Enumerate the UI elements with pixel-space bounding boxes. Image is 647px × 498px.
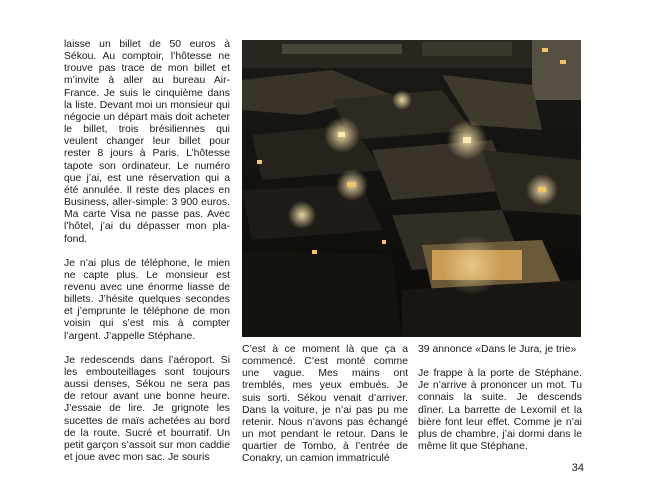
page-number: 34 xyxy=(571,462,584,474)
paragraph: 39 annonce «Dans le Jura, je trie» xyxy=(418,344,577,355)
night-city-photo xyxy=(242,40,581,337)
paragraph: laisse un billet de 50 euros à Sékou. Au comptoir, l’hôtesse ne trouve pas trace de mon billet et m’invite à aller au bureau Air-France. Je suis le cinquième dans la liste. Devant moi un monsieur qui négocie un départ mais doit acheter le billet, trois brésiliennes qui veulent changer leur billet pour rester 8 jours à Paris. L’hôtesse tapote son ordinateur. Le numéro que j’ai, est une réservation qui a été annulée. Il reste des places en Business, aller-simple: 3 900 euros. Ma carte Visa ne passe pas. Avec l’hôtel, j’ai du dépasser mon plafond. xyxy=(64,39,230,245)
right-text-column xyxy=(418,344,582,453)
paragraph: Je n’ai plus de téléphone, le mien ne capte plus. Le monsieur est revenu avec une énorme liasse de billets. J’hésite quelques secondes et j’emprunte le téléphone de mon voisin qui s’est mis à compter l’argent. J’appelle Stéphane. xyxy=(64,257,230,342)
middle-text-column xyxy=(242,344,408,466)
left-text-column xyxy=(64,39,230,464)
paragraph: Je frappe à la porte de Stéphane. Je n’arrive à prononcer un mot. Tu connais la suite. Je descends dîner. La barrette de Lexomil et la bière font leur effet. Comme je n’ai plus de chambre, j’ai dormi dans le même lit que Stéphane. xyxy=(418,368,582,453)
photo-illustration xyxy=(242,40,581,337)
paragraph: Je redescends dans l’aéroport. Si les embouteillages sont toujours aussi denses, Sékou ne sera pas de retour avant une bonne heure. J’essaie de lire. Je grignote les sucettes de maïs achetées au bord de la route. Sucré et bourratif. Un petit garçon s’assoit sur mon caddie et joue avec mon sac. Je souris xyxy=(64,354,230,463)
paragraph: C’est à ce moment là que ça a commencé. C’est monté comme une vague. Mes mains ont tremblés, mes yeux embués. Je suis sorti. Sékou venait d’arriver. Dans la voiture, je n’ai pas pu me retenir. Nous n’avons pas échangé un mot pendant le retour. Dans le quartier de Tombo, à l’entrée de Conakry, un camion immatriculé xyxy=(242,344,408,465)
